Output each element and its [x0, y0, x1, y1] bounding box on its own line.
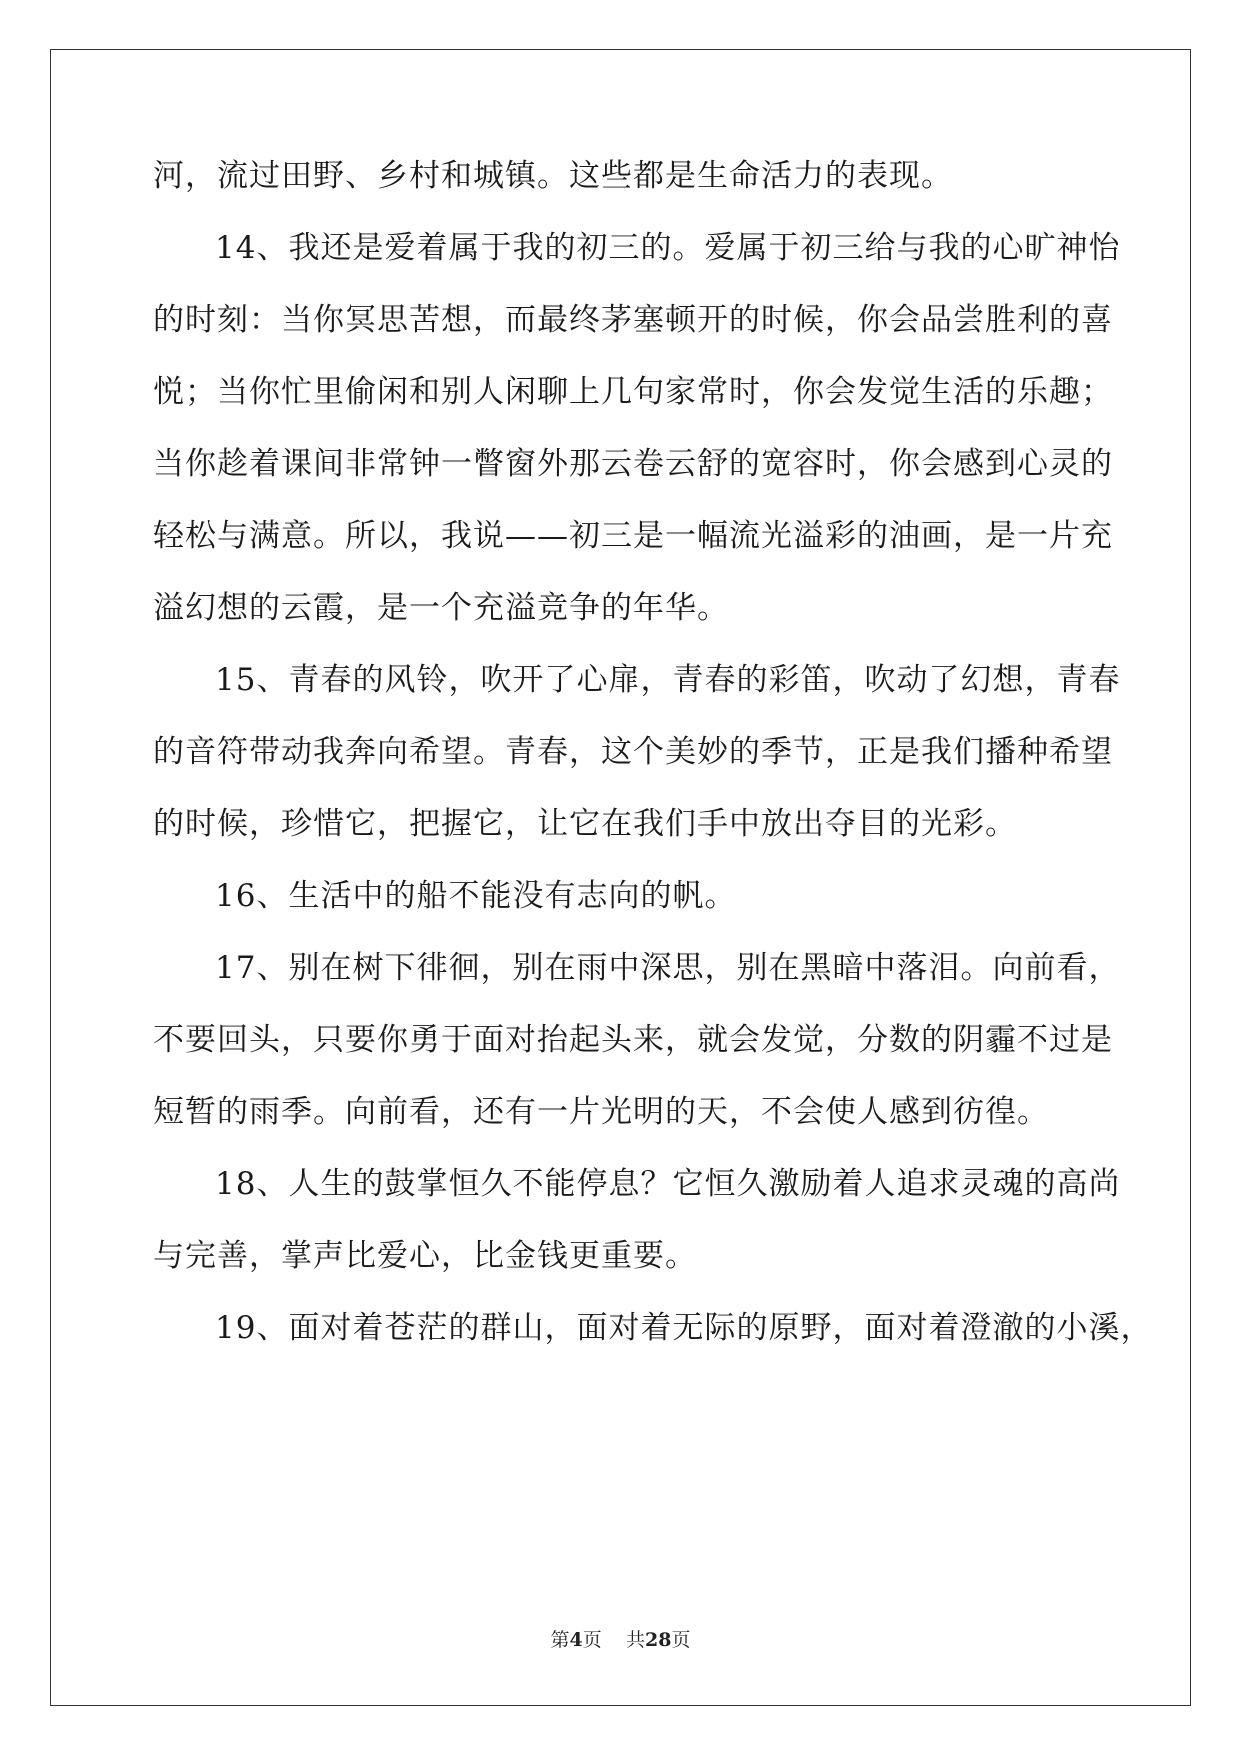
footer-total-suffix: 页	[671, 1629, 691, 1651]
text-line: 与完善，掌声比爱心，比金钱更重要。	[153, 1238, 697, 1274]
text-line: 河，流过田野、乡村和城镇。这些都是生命活力的表现。	[153, 158, 953, 194]
paragraph-14-start: 14、我还是爱着属于我的初三的。爱属于初三给与我的心旷神怡	[215, 230, 1121, 266]
text-line: 当你趁着课间非常钟一瞥窗外那云卷云舒的宽容时，你会感到心灵的	[153, 446, 1113, 482]
text-line: 轻松与满意。所以，我说——初三是一幅流光溢彩的油画，是一片充	[153, 518, 1113, 554]
text-line: 的时候，珍惜它，把握它，让它在我们手中放出夺目的光彩。	[153, 806, 1017, 842]
text-line: 悦；当你忙里偷闲和别人闲聊上几句家常时，你会发觉生活的乐趣；	[153, 374, 1113, 410]
footer-prefix: 第	[550, 1629, 570, 1651]
text-line: 不要回头，只要你勇于面对抬起头来，就会发觉，分数的阴霾不过是	[153, 1022, 1113, 1058]
text-line: 的音符带动我奔向希望。青春，这个美妙的季节，正是我们播种希望	[153, 734, 1113, 770]
paragraph-18-start: 18、人生的鼓掌恒久不能停息？它恒久激励着人追求灵魂的高尚	[215, 1166, 1121, 1202]
text-line: 短暂的雨季。向前看，还有一片光明的天，不会使人感到彷徨。	[153, 1094, 1049, 1130]
footer-page-word: 页	[582, 1629, 602, 1651]
current-page-number: 4	[569, 1629, 583, 1651]
total-pages-number: 28	[644, 1629, 672, 1651]
paragraph-17-start: 17、别在树下徘徊，别在雨中深思，别在黑暗中落泪。向前看，	[215, 950, 1121, 986]
footer-total-prefix: 共	[625, 1629, 645, 1651]
paragraph-19-start: 19、面对着苍茫的群山，面对着无际的原野，面对着澄澈的小溪，	[215, 1310, 1153, 1346]
text-line: 的时刻：当你冥思苦想，而最终茅塞顿开的时候，你会品尝胜利的喜	[153, 302, 1113, 338]
paragraph-15-start: 15、青春的风铃，吹开了心扉，青春的彩笛，吹动了幻想，青春	[215, 662, 1121, 698]
page-footer	[0, 1628, 1241, 1652]
paragraph-16-start: 16、生活中的船不能没有志向的帆。	[215, 878, 737, 914]
text-line: 溢幻想的云霞，是一个充溢竞争的年华。	[153, 590, 729, 626]
